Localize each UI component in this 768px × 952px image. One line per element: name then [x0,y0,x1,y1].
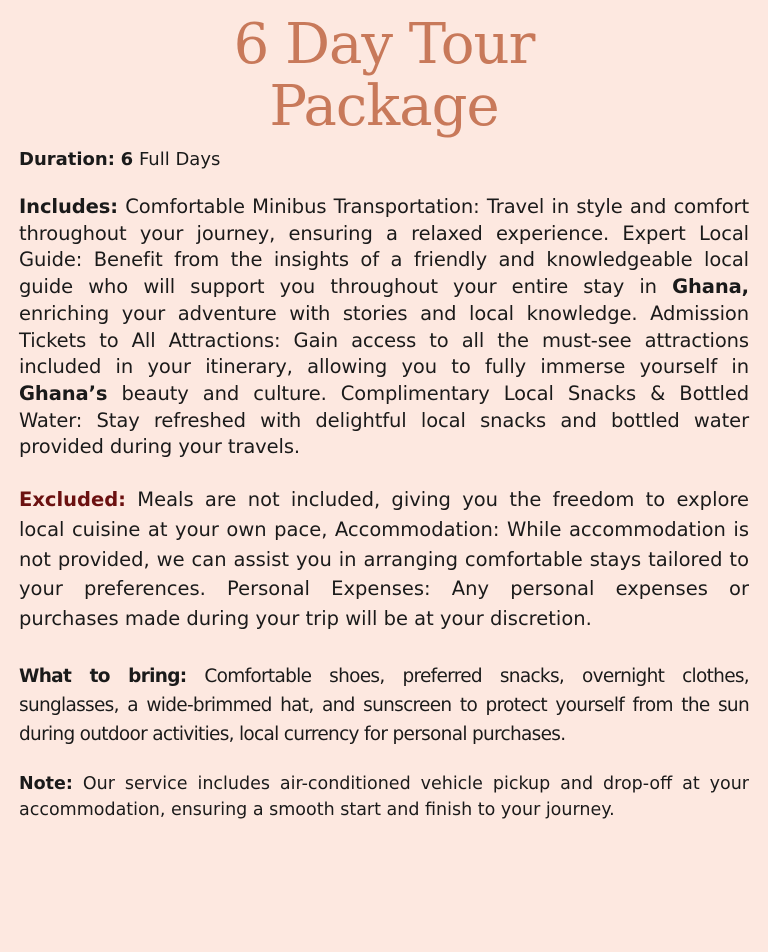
includes-emphasis-ghanas: Ghana’s [19,381,108,405]
includes-text-3: beauty and culture. Complimentary Local Snacks & Bottled Water: Stay refreshed with delightful local snacks and bottled water provided during your travels. [19,381,750,459]
page-title [19,0,749,138]
includes-emphasis-ghana: Ghana, [672,275,749,299]
includes-label: Includes: [19,195,118,218]
includes-section [19,194,749,461]
excluded-label: Excluded: [19,488,126,512]
duration-section [19,148,749,172]
excluded-text: Meals are not included, giving you the freedom to explore local cuisine at your own pace, Accommodation: While accommodation is not provided, we can assist you in arranging comfortable stays tailored to your preferences. Personal Expenses: Any personal expenses or purchases made during your trip will be at your discretion. [19,488,749,631]
note-section [19,771,749,823]
what-to-bring-label: What to bring: [19,666,187,688]
what-to-bring-text: Comfortable shoes, preferred snacks, overnight clothes, sunglasses, a wide-brimmed hat, and sunscreen to protect yourself from the sun during outdoor activities, local currency for personal purchases. [19,666,749,746]
what-to-bring-section [19,662,749,749]
includes-text-1: Comfortable Minibus Transportation: Travel in style and comfort throughout your journey, ensuring a relaxed experience. Expert Local Guide: Benefit from the insights of a friendly and knowledgeable local guide who will support you throughout your entire stay in [19,195,749,299]
note-label: Note: [19,774,73,795]
excluded-section [19,485,749,634]
note-text: Our service includes air-conditioned vehicle pickup and drop-off at your accommodation, ensuring a smooth start and finish to your journey. [19,774,749,821]
title-line-1: 6 Day Tour [233,12,535,77]
title-line-2: Package [269,74,499,139]
duration-days: 6 [120,149,134,170]
duration-text: Full Days [138,149,221,170]
duration-label: Duration: [19,149,115,170]
includes-text-2: enriching your adventure with stories and local knowledge. Admission Tickets to All Attractions: Gain access to all the must-see attractions included in your itinerary, allowing you to fully immerse yourself in [19,301,749,379]
